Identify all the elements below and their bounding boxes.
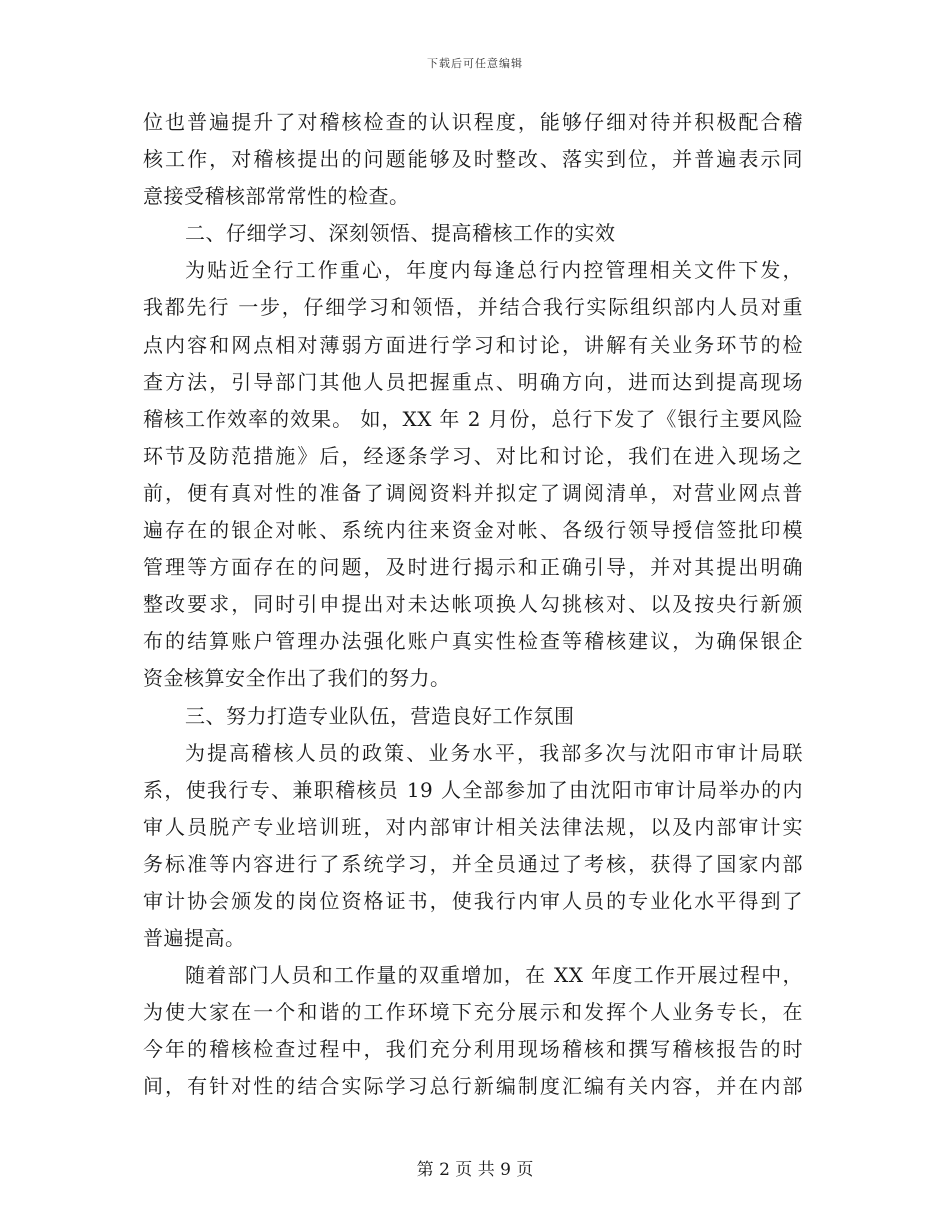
text-line: 随着部门人员和工作量的双重增加，在 XX 年度工作开展过程中，	[185, 963, 803, 988]
page-number: 第 2 页 共 9 页	[416, 1160, 534, 1180]
text-line: 审人员脱产专业培训班，对内部审计相关法律法规，以及内部审计实	[143, 814, 803, 839]
text-line: 管理等方面存在的问题，及时进行揭示和正确引导，并对其提出明确	[143, 555, 803, 580]
text-line: 环节及防范措施》后，经逐条学习、对比和讨论，我们在进入现场之	[143, 443, 803, 468]
text-line: 遍存在的银企对帐、系统内往来资金对帐、各级行领导授信签批印模	[143, 518, 803, 543]
text-line: 三、努力打造专业队伍，营造良好工作氛围	[185, 703, 575, 728]
text-line: 我都先行 一步，仔细学习和领悟，并结合我行实际组织部内人员对重	[143, 295, 803, 320]
text-line: 二、仔细学习、深刻领悟、提高稽核工作的实效	[185, 221, 616, 246]
text-line: 普遍提高。	[143, 926, 246, 951]
text-line: 布的结算账户管理办法强化账户真实性检查等稽核建议，为确保银企	[143, 629, 803, 654]
text-line: 今年的稽核检查过程中，我们充分利用现场稽核和撰写稽核报告的时	[143, 1037, 803, 1062]
page-header: 下载后可任意编辑	[427, 57, 523, 70]
text-line: 系，使我行专、兼职稽核员 19 人全部参加了由沈阳市审计局举办的内	[143, 777, 803, 802]
text-line: 资金核算安全作出了我们的努力。	[143, 666, 451, 691]
text-line: 查方法，引导部门其他人员把握重点、明确方向，进而达到提高现场	[143, 369, 803, 394]
text-line: 意接受稽核部常常性的检查。	[143, 184, 410, 209]
text-line: 务标准等内容进行了系统学习，并全员通过了考核，获得了国家内部	[143, 851, 803, 876]
text-line: 位也普遍提升了对稽核检查的认识程度，能够仔细对待并积极配合稽	[143, 110, 803, 134]
text-line: 前，便有真对性的准备了调阅资料并拟定了调阅清单，对营业网点普	[143, 480, 803, 505]
text-line: 为提高稽核人员的政策、业务水平，我部多次与沈阳市审计局联	[185, 740, 803, 765]
text-line: 核工作，对稽核提出的问题能够及时整改、落实到位，并普遍表示同	[143, 147, 803, 172]
document-body	[143, 104, 803, 1106]
text-line: 整改要求，同时引申提出对未达帐项换人勾挑核对、以及按央行新颁	[143, 592, 803, 617]
text-line: 为贴近全行工作重心，年度内每逢总行内控管理相关文件下发，	[185, 258, 803, 283]
text-line: 间，有针对性的结合实际学习总行新编制度汇编有关内容，并在内部	[143, 1074, 803, 1099]
text-line: 审计协会颁发的岗位资格证书，使我行内审人员的专业化水平得到了	[143, 888, 803, 913]
text-line: 点内容和网点相对薄弱方面进行学习和讨论，讲解有关业务环节的检	[143, 332, 803, 357]
text-line: 为使大家在一个和谐的工作环境下充分展示和发挥个人业务专长，在	[143, 1000, 803, 1025]
text-line: 稽核工作效率的效果。 如，XX 年 2 月份，总行下发了《银行主要风险	[143, 406, 803, 431]
